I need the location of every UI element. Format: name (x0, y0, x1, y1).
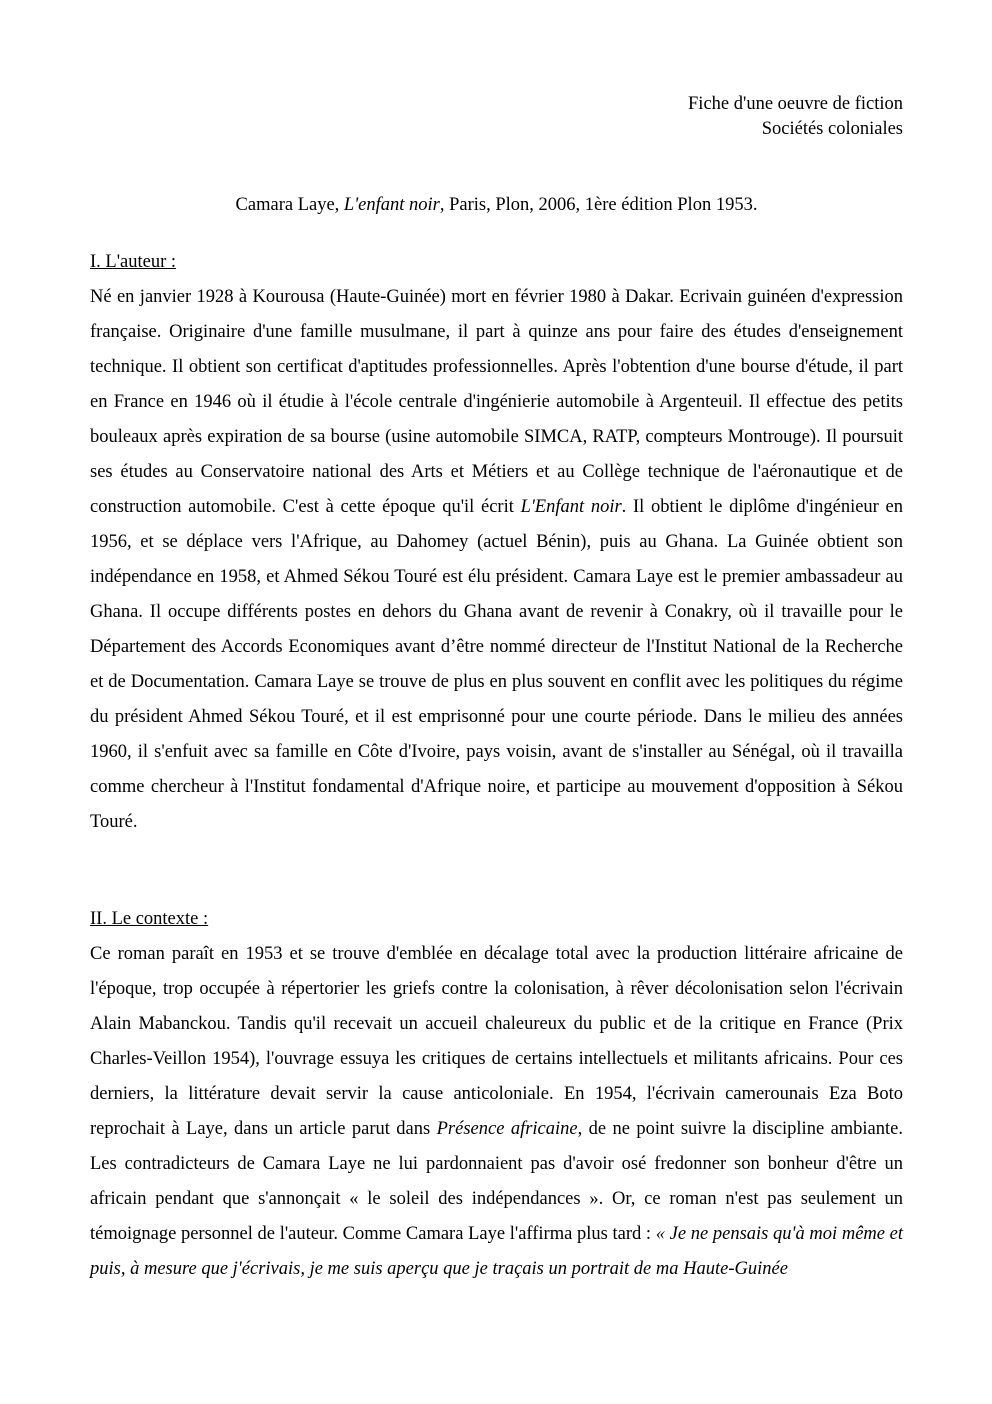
work-title-italic: L'enfant noir (343, 195, 440, 215)
document-header (90, 92, 903, 142)
paragraph-text-part-1: Né en janvier 1928 à Kourousa (Haute-Guinée) mort en février 1980 à Dakar. Ecrivain guinéen d'expression française. Originaire d'une famille musulmane, il part à quinze ans pour faire des études d'enseignement technique. Il obtient son certificat d'aptitudes professionnelles. Après l'obtention d'une bourse d'étude, il part en France en 1946 où il étudie à l'école centrale d'ingénierie automobile à Argenteuil. Il effectue des petits bouleaux après expiration de sa bourse (usine automobile SIMCA, RATP, compteurs Montrouge). Il poursuit ses études au Conservatoire national des Arts et Métiers et au Collège technique de l'aéronautique et de construction automobile. C'est à cette époque qu'il écrit (90, 287, 903, 517)
section-heading-contexte-label: II. Le contexte : (90, 909, 209, 929)
section-heading-auteur-label: I. L'auteur : (90, 252, 177, 272)
paragraph-italic-work-title: L'Enfant noir (520, 497, 622, 517)
paragraph2-text-part-1: Ce roman paraît en 1953 et se trouve d'emblée en décalage total avec la production littéraire africaine de l'époque, trop occupée à répertorier les griefs contre la colonisation, à rêver décolonisation selon l'écrivain Alain Mabanckou. Tandis qu'il recevait un accueil chaleureux du public et de la critique en France (Prix Charles-Veillon 1954), l'ouvrage essuya les critiques de certains intellectuels et militants africains. Pour ces derniers, la littérature devait servir la cause anticoloniale. En 1954, l'écrivain camerounais Eza Boto reprochait à Laye, dans un article parut dans (90, 944, 903, 1139)
reference-prefix: Camara Laye, (235, 195, 344, 215)
paragraph-text-part-2: . Il obtient le diplôme d'ingénieur en 1956, et se déplace vers l'Afrique, au Dahomey (actuel Bénin), puis au Ghana. La Guinée obtient son indépendance en 1958, et Ahmed Sékou Touré est élu président. Camara Laye est le premier ambassadeur au Ghana. Il occupe différents postes en dehors du Ghana avant de revenir à Conakry, où il travaille pour le Département des Accords Economiques avant d’être nommé directeur de l'Institut National de la Recherche et de Documentation. Camara Laye se trouve de plus en plus souvent en conflit avec les politiques du régime du président Ahmed Sékou Touré, et il est emprisonné pour une courte période. Dans le milieu des années 1960, il s'enfuit avec sa famille en Côte d'Ivoire, pays voisin, avant de s'installer au Sénégal, où il travailla comme chercheur à l'Institut fondamental d'Afrique noire, et participe au mouvement d'opposition à Sékou Touré. (90, 497, 903, 832)
header-line-2: Sociétés coloniales (761, 119, 903, 139)
section-paragraph-auteur (90, 280, 903, 840)
reference-suffix: , Paris, Plon, 2006, 1ère édition Plon 1953. (439, 195, 758, 215)
paragraph2-text-part-2: , de ne point suivre la discipline ambiante. Les contradicteurs de Camara Laye ne lui pardonnaient pas d'avoir osé fredonner son bonheur d'être un africain pendant que s'annonçait « le soleil des indépendances ». Or, ce roman n'est pas seulement un témoignage personnel de l'auteur. Comme Camara Laye l'affirma plus tard : (90, 1119, 903, 1244)
page-content (90, 0, 903, 1287)
header-line-1: Fiche d'une oeuvre de fiction (688, 94, 903, 114)
paragraph2-italic-quotation: « Je ne pensais qu'à moi même et puis, à mesure que j'écrivais, je me suis aperçu que je traçais un portrait de ma Haute-Guinée (90, 1224, 903, 1279)
work-reference-line (90, 193, 903, 218)
paragraph2-italic-journal-title: Présence africaine (436, 1119, 578, 1139)
section-heading-contexte (90, 901, 903, 937)
section-spacer (90, 840, 903, 875)
section-paragraph-contexte (90, 937, 903, 1287)
section-heading-auteur (90, 244, 903, 280)
